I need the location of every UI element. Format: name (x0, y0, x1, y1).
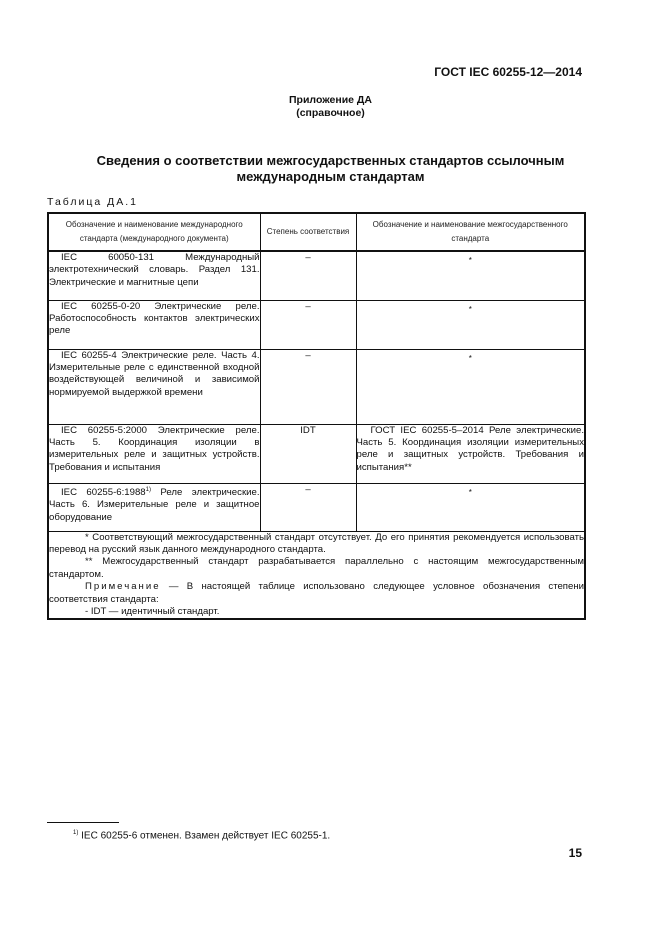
main-title: Сведения о соответствии межгосударственных стандартов ссылочным международным стандартам (96, 153, 565, 184)
table-notes-row (48, 531, 585, 619)
cell-interstate: * (356, 251, 585, 300)
cell-international: IEC 60050-131 Международный электротехнический словарь. Раздел 131. Электрические и магнитные цепи (48, 251, 260, 300)
footnote-marker: 1) (145, 486, 151, 493)
cell-international (48, 483, 260, 531)
appendix-title: Приложение ДА (289, 94, 372, 106)
footnote (73, 830, 330, 841)
cell-degree: – (260, 349, 356, 424)
header-degree: Степень соответствия (260, 213, 356, 251)
note-remark (49, 581, 584, 606)
table-row (48, 424, 585, 483)
cell-interstate: * (356, 349, 585, 424)
cell-international: IEC 60255-5:2000 Электрические реле. Часть 5. Координация изоляции в измерительных реле и защитных устройств. Требования и испытания (48, 424, 260, 483)
note-single-star: * Соответствующий межгосударственный стандарт отсутствует. До его принятия рекомендуется использовать перевод на русский язык данного международного стандарта. (49, 531, 584, 555)
standard-code-header: ГОСТ IEC 60255-12—2014 (434, 65, 582, 79)
table-row (48, 251, 585, 300)
cell-degree: – (260, 483, 356, 531)
header-interstate: Обозначение и наименование межгосударственного стандарта (356, 213, 585, 251)
footnote-marker: 1) (73, 830, 79, 836)
note-label: Примечание (85, 581, 161, 593)
table-label: Таблица ДА.1 (47, 196, 138, 208)
table-row (48, 483, 585, 531)
note-idt: - IDT — идентичный стандарт. (85, 605, 220, 617)
standard-title: Реле электрические. Часть 6. Измерительные реле и защитное оборудование (49, 486, 260, 523)
correspondence-table (47, 212, 586, 620)
footnote-divider (47, 822, 119, 823)
standard-code: IEC 60255-6:1988 (61, 486, 146, 498)
table-row (48, 300, 585, 349)
cell-international: IEC 60255-4 Электрические реле. Часть 4. Измерительные реле с единственной входной воздействующей величиной и зависимой нормируемой выдержкой времени (48, 349, 260, 424)
appendix-subtitle: (справочное) (296, 107, 365, 119)
cell-degree: – (260, 300, 356, 349)
table-header-row (48, 213, 585, 251)
note-double-star: ** Межгосударственный стандарт разрабатывается параллельно с настоящим межгосударственным стандартом. (49, 556, 584, 580)
cell-degree: IDT (260, 424, 356, 483)
page-number: 15 (568, 846, 582, 860)
cell-interstate: * (356, 300, 585, 349)
footnote-text: IEC 60255-6 отменен. Взамен действует IEC 60255-1. (78, 830, 331, 842)
note-text: — В настоящей таблице использовано следующее условное обозначения степени соответствия стандарта: (49, 581, 584, 605)
cell-interstate: * (356, 483, 585, 531)
table-notes (48, 531, 585, 619)
cell-interstate: ГОСТ IEC 60255-5–2014 Реле электрические. Часть 5. Координация изоляции измерительных реле и защитных устройств. Требования и испытания** (356, 424, 585, 483)
cell-international: IEC 60255-0-20 Электрические реле. Работоспособность контактов электрических реле (48, 300, 260, 349)
cell-degree: – (260, 251, 356, 300)
header-international: Обозначение и наименование международного стандарта (международного документа) (48, 213, 260, 251)
table-row (48, 349, 585, 424)
